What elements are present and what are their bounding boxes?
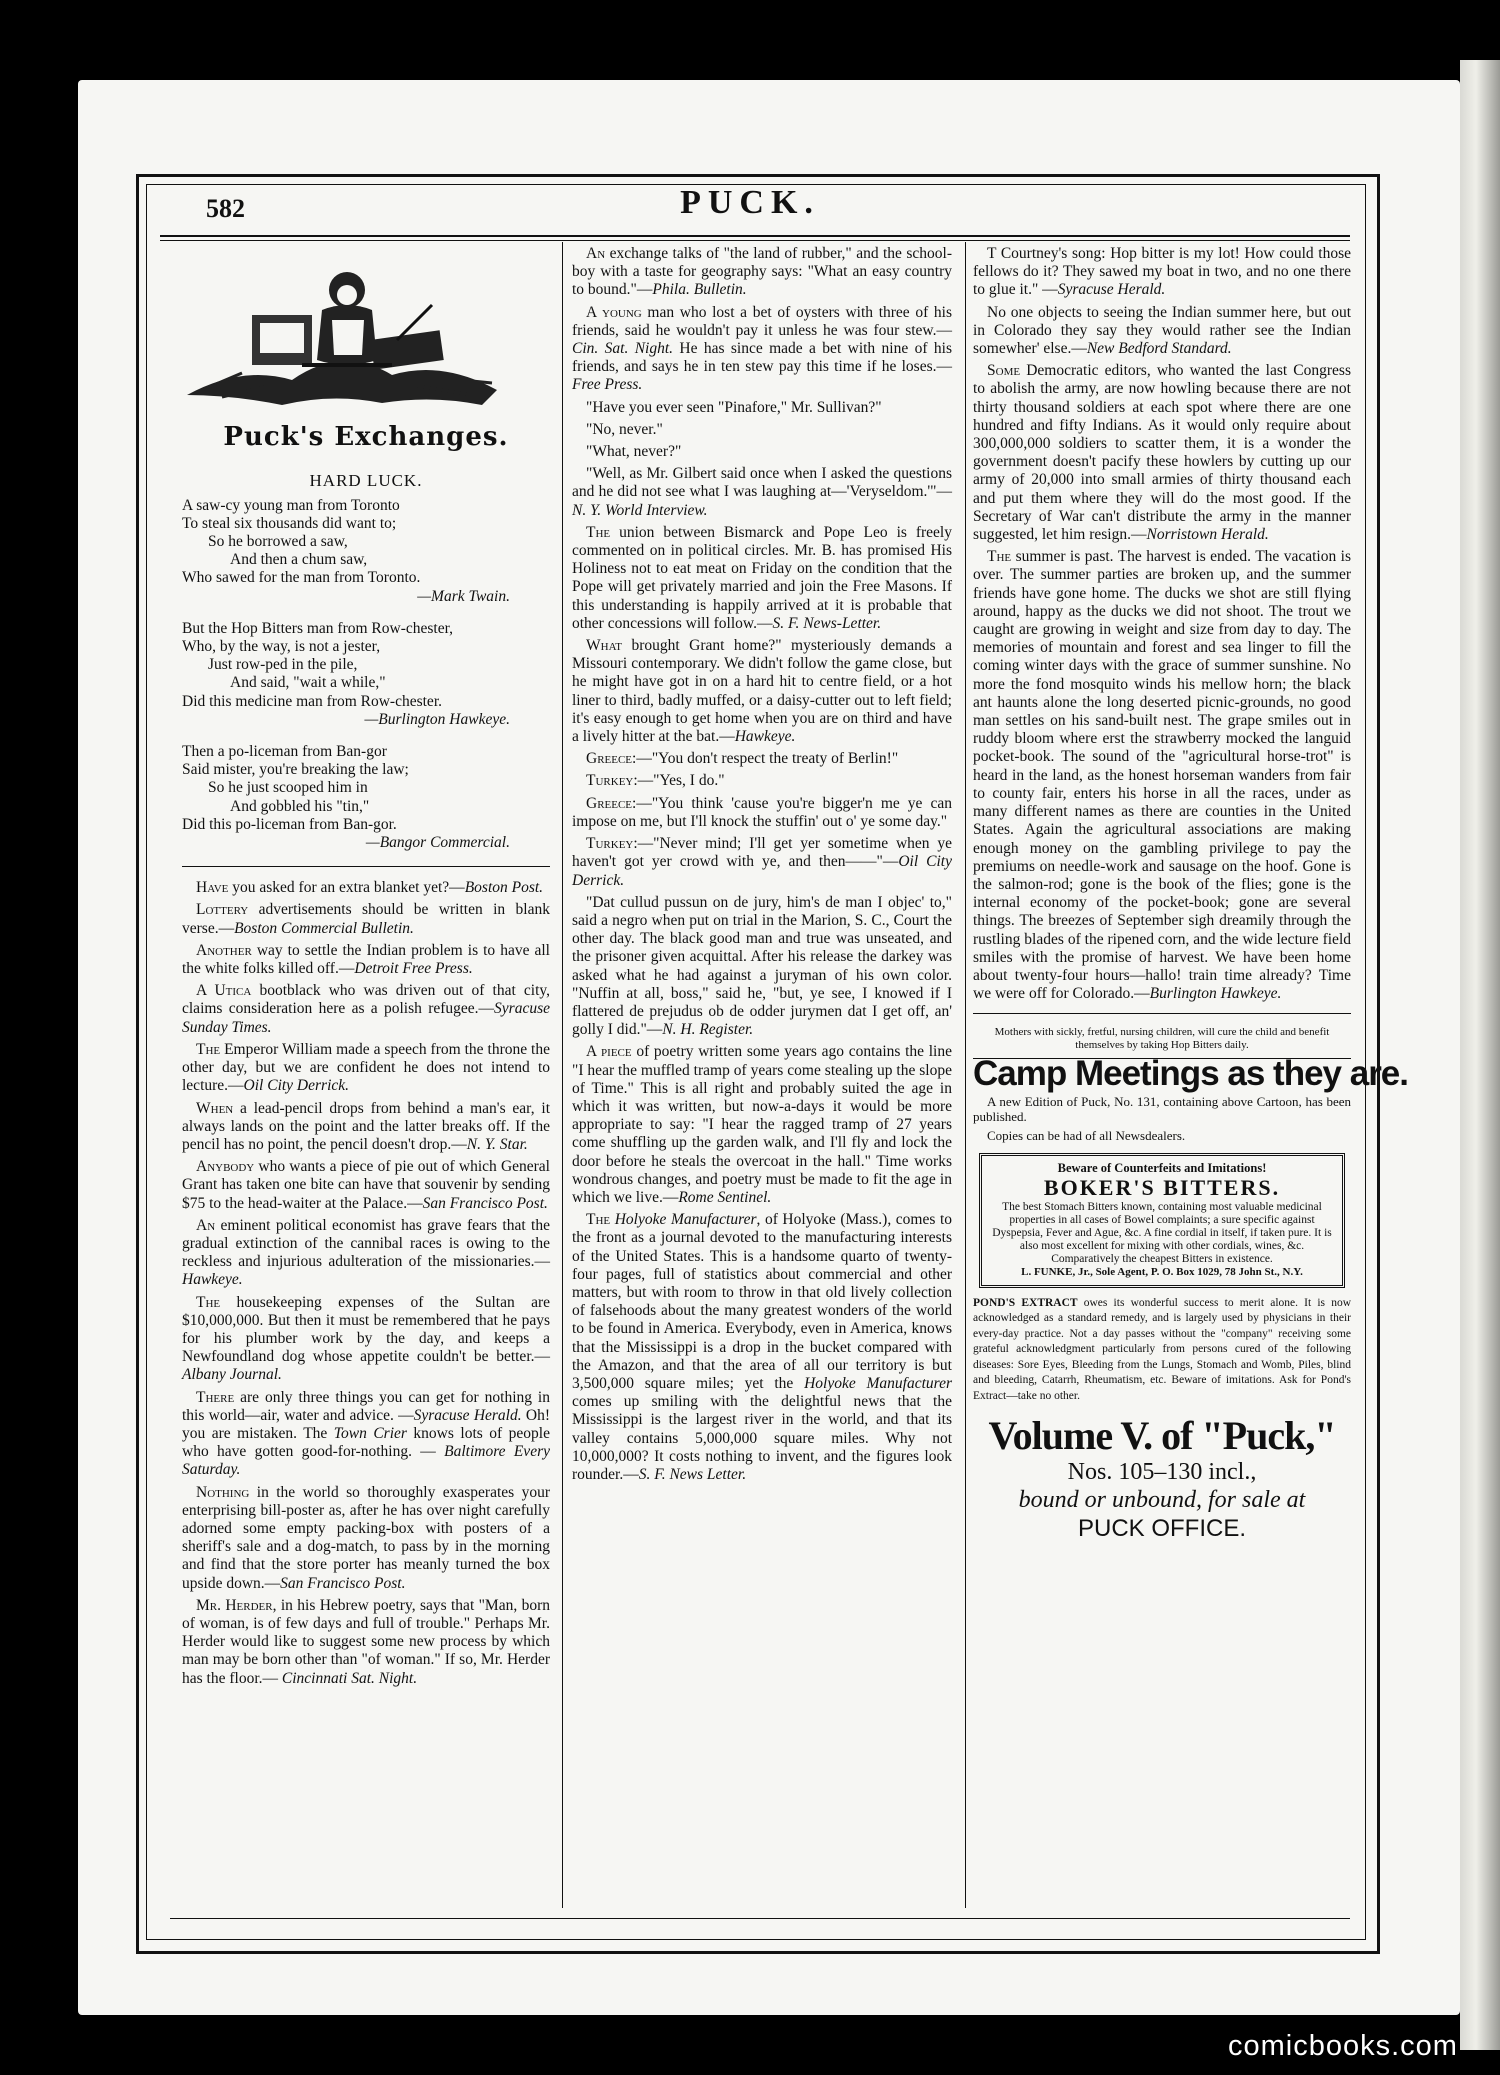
poem-attribution: —Burlington Hawkeye. bbox=[364, 710, 510, 728]
article-paragraph bbox=[182, 942, 550, 978]
article-source: Albany Journal. bbox=[182, 1366, 282, 1384]
poem-line: Did this medicine man from Row-chester. bbox=[182, 692, 442, 710]
article-text: eminent political economist has grave fears that the gradual extinction of the cannibal races is owing to the reckless and injurious adulteration of the missionaries.— bbox=[182, 1216, 550, 1271]
article-text: :—"You think 'cause you're bigger'n me ye can impose on me, but I'll knock the stuffin' out o' ye some day." bbox=[572, 794, 952, 830]
article-source: Holyoke Manufacturer bbox=[614, 1211, 757, 1229]
article-text: :—"Never mind; I'll get yer sometime when ye haven't got yer crowd with ye, and then——"— bbox=[572, 835, 952, 871]
header-rule bbox=[160, 235, 1350, 241]
article-source: Oil City Derrick. bbox=[243, 1077, 350, 1095]
camp-meetings-text: A new Edition of Puck, No. 131, containing above Cartoon, has been published. bbox=[973, 1093, 1351, 1124]
article-text: in the world so thoroughly exasperates your enterprising bill-poster as, after he has over night carefully adorned some empty packing-box with posters of a sheriff's sale and a dog-match, to pass by in the morning and find that the store porter has meanly turned the box upside down.— bbox=[182, 1483, 550, 1592]
poem-line: To steal six thousands did want to; bbox=[182, 514, 397, 532]
article-text: Democratic editors, who wanted the last Congress to abolish the army, are now howling because there are not thirty thousand soldiers at each spot where there are one hundred and fifty Indians. As it would only require about 300,000,000 soldiers to scatter them, it is a wonder the government doesn't pacify these howlers by cutting up our army of 20,000 into small armies of thirty thousand each and put them where they will do the most good. If the Secretary of War can't distribute the army in the manner suggested, let him resign.— bbox=[973, 362, 1351, 544]
article-source: San Francisco Post. bbox=[280, 1574, 406, 1592]
article-text: :—"Yes, I do." bbox=[633, 772, 725, 790]
article-source: Syracuse Sunday Times. bbox=[182, 1000, 550, 1036]
article-text: union between Bismarck and Pope Leo is freely commented on in political circles. Mr. B. has promised His Holiness not to eat meat on Friday on the condition that the Pope will get privately married and join the Free Masons. If this understanding is happily arrived at it is probable that other concessions will follow.— bbox=[572, 523, 952, 632]
article-source: N. H. Register. bbox=[662, 1021, 754, 1039]
separator bbox=[973, 1013, 1351, 1014]
article-source: N. Y. World Interview. bbox=[572, 501, 708, 519]
ad-warning: Beware of Counterfeits and Imitations! bbox=[1057, 1160, 1267, 1175]
article-paragraph bbox=[182, 879, 550, 897]
article-text: Emperor William made a speech from the throne the other day, but we are confident he does not intend to lecture.— bbox=[182, 1040, 550, 1095]
page-number: 582 bbox=[206, 194, 245, 223]
ad-brand-name: BOKER'S BITTERS. bbox=[1043, 1174, 1281, 1200]
article-source: Holyoke Manufacturer bbox=[804, 1374, 952, 1392]
puck-writing-illustration-icon bbox=[182, 245, 502, 415]
watermark: comicbooks.com bbox=[1228, 2030, 1458, 2062]
poem-line: But the Hop Bitters man from Row-chester, bbox=[182, 619, 454, 637]
article-text: advertisements should be written in blank verse.— bbox=[182, 901, 550, 937]
article-text: T Courtney's song: Hop bitter is my lot! How could those fellows do it? They sawed my boat in two, and no one there to glue it." — bbox=[973, 245, 1351, 299]
article-text: housekeeping expenses of the Sultan are $10,000,000. But then it must be remembered that he pays for his plumber work by the day, and keeps a Newfoundland dog whose appetite couldn't be better.— bbox=[182, 1293, 550, 1366]
article-lead: A young bbox=[586, 303, 642, 321]
article-source: Cin. Sat. Night. bbox=[572, 340, 674, 358]
article-text: , of Holyoke (Mass.), comes to the front as a journal devoted to the manufacturing interests of the United States. This is a handsome quarto of twenty-four pages, full of statistics about commercial and other matters, but with room to throw in that old lively collection of falsehoods about the many greatest wonders of the world to be found in America. Everybody, even in America, knows that the Mississippi is a drop in the bucket compared with the Amazon, and that the area of all our territory is but 3,500,000 square miles; yet the bbox=[572, 1211, 953, 1392]
article-lead: An bbox=[196, 1216, 216, 1234]
poem-line: A saw-cy young man from Toronto bbox=[182, 496, 400, 514]
article-lead: When bbox=[196, 1099, 234, 1117]
article-lead: Nothing bbox=[196, 1483, 250, 1501]
article-lead: An bbox=[586, 245, 606, 262]
column-divider-1 bbox=[562, 242, 563, 1908]
poem-line: Then a po-liceman from Ban-gor bbox=[182, 743, 387, 761]
article-text: exchange talks of "the land of rubber," and the school-boy with a taste for geography says: "What an easy country to bound."— bbox=[572, 245, 952, 299]
volume-ad-office: PUCK OFFICE. bbox=[1077, 1515, 1246, 1543]
article-text: are only three things you can get for nothing in this world—air, water and advice. — bbox=[182, 1388, 550, 1424]
camp-meetings-title: Camp Meetings as they are. bbox=[973, 1054, 1408, 1094]
article-paragraph bbox=[572, 524, 952, 633]
article-text: you asked for an extra blanket yet?— bbox=[228, 879, 465, 897]
article-text: :—"You don't respect the treaty of Berlin!" bbox=[632, 750, 899, 768]
poem-line: Just row-ped in the pile, bbox=[208, 656, 358, 674]
article-paragraph bbox=[973, 548, 1351, 1003]
article-text: brought Grant home?" mysteriously demands a Missouri contemporary. We didn't follow the game close, but he might have got in on a hard hit to centre field, or a hot liner to third, badly muffed, or a daisy-cutter out to left field; it's easy enough to get home when you are on third and have a lively hitter at the bat.— bbox=[572, 637, 952, 746]
article-paragraph bbox=[182, 982, 550, 1037]
article-source: San Francisco Post. bbox=[422, 1194, 548, 1212]
article-text: He has since made a bet with nine of his friends, and says he in ten stew pay this time if he loses.— bbox=[572, 340, 952, 376]
bottom-rule bbox=[170, 1918, 1350, 1919]
poem-line: And said, "wait a while," bbox=[230, 674, 386, 692]
article-paragraph bbox=[182, 1294, 550, 1385]
section-heading: Puck's Exchanges. bbox=[223, 422, 509, 453]
article-paragraph bbox=[572, 421, 952, 439]
poem-line: Who, by the way, is not a jester, bbox=[182, 638, 381, 656]
article-text: man who lost a bet of oysters with three of his friends, said he wouldn't pay it unless he was four stew.— bbox=[572, 303, 953, 339]
column-divider-2 bbox=[965, 242, 966, 1908]
poem-line: And then a chum saw, bbox=[230, 551, 368, 569]
article-text: who wants a piece of pie out of which General Grant has taken one bite can have that souvenir by sending $75 to the head-waiter at the Palace.— bbox=[182, 1158, 550, 1212]
article-paragraph bbox=[572, 399, 952, 417]
poem-line: Did this po-liceman from Ban-gor. bbox=[182, 815, 397, 833]
article-text: of poetry written some years ago contains the line "I hear the muffled tramp of years come stealing up the slope of Time." This is all right and probably suited the age in which it was written, but now-a-days it would be more appropriate to say: "I hear the ragged tramp of 27 years come shuffling up the garden walk, and I'll fly and lock the door before he steals the overcoat in the hall." Time works wondrous changes, and poetry must be made to fit the age in which we live.— bbox=[572, 1043, 952, 1206]
poem-stanza bbox=[182, 620, 550, 729]
article-text: , in his Hebrew poetry, says that "Man, born of woman, is of few days and full of trouble." Perhaps Mr. Herder would like to suggest some new process by which man may be born other than "of woman." If so, Mr. Herder has the floor.— bbox=[182, 1596, 550, 1687]
article-text: No one objects to seeing the Indian summer here, but out in Colorado they say they would rather see the Indian somewher' else.— bbox=[973, 303, 1351, 358]
bokers-bitters-ad bbox=[979, 1153, 1345, 1288]
article-paragraph bbox=[182, 1158, 550, 1213]
article-lead: The bbox=[586, 523, 611, 541]
article-source: Boston Post. bbox=[464, 879, 544, 897]
article-lead: Have bbox=[196, 879, 229, 897]
article-lead: The bbox=[586, 1211, 611, 1229]
article-text: "Dat cullud pussun on de jury, him's de man I objec' to," said a negro when put on trial in the Marion, S. C., Court the other day. The black good man and true was unseated, and the prisoner given acquittal. After his release the darkey was asked what he had against a juryman of his own color. "Nuffin at all, boss," said he, "but, ye see, I knowed if I flattered de prejudus ob de odder jurymen dat I get off, an' golly I did."— bbox=[572, 893, 952, 1039]
article-paragraph bbox=[182, 1597, 550, 1688]
article-text: "Have you ever seen "Pinafore," Mr. Sullivan?" bbox=[586, 398, 882, 416]
article-text: way to settle the Indian problem is to have all the white folks killed off.— bbox=[182, 941, 550, 978]
article-source: S. F. News Letter. bbox=[638, 1466, 747, 1483]
article-lead: Greece bbox=[586, 750, 633, 768]
article-text: Oh! you are mistaken. The bbox=[182, 1406, 550, 1442]
article-source: Syracuse Herald. bbox=[1057, 281, 1166, 299]
article-lead: A piece bbox=[586, 1043, 632, 1061]
article-paragraph bbox=[572, 443, 952, 461]
article-source: Detroit Free Press. bbox=[354, 960, 473, 978]
hop-bitters-ad: Mothers with sickly, fretful, nursing children, will cure the child and benefit themselves by taking Hop Bitters daily. bbox=[994, 1026, 1330, 1052]
article-text: "No, never." bbox=[586, 420, 663, 438]
camp-meetings-copies: Copies can be had of all Newsdealers. bbox=[987, 1127, 1186, 1143]
article-lead: Turkey bbox=[586, 772, 634, 790]
column-1 bbox=[182, 245, 550, 1692]
article-lead: The bbox=[987, 548, 1012, 566]
article-lead: Lottery bbox=[196, 901, 249, 919]
poem-line: So he just scooped him in bbox=[208, 779, 368, 797]
volume-ad-numbers: Nos. 105–130 incl., bbox=[1067, 1459, 1257, 1486]
article-source: Town Crier bbox=[333, 1424, 407, 1442]
article-paragraph bbox=[973, 245, 1351, 300]
volume-ad-title: Volume V. of "Puck," bbox=[988, 1413, 1336, 1459]
article-source: Syracuse Herald. bbox=[413, 1406, 522, 1424]
poem-stanza bbox=[182, 743, 550, 852]
ad-body: The best Stomach Bitters known, containing most valuable medicinal properties in all cases of Bowel complaints; a sure specific against Dyspepsia, Fever and Ague, &c. A fine cordial in itself, if taken pure. It is also most excellent for mixing with other cordials, wines, &c. Comparatively the cheapest Bitters in existence. bbox=[992, 1200, 1332, 1265]
article-paragraph bbox=[572, 835, 952, 890]
book-spine bbox=[1460, 60, 1500, 2050]
article-paragraph bbox=[572, 1211, 952, 1484]
article-lead: Turkey bbox=[586, 835, 634, 853]
article-paragraph bbox=[572, 795, 952, 831]
article-paragraph bbox=[572, 750, 952, 768]
article-paragraph bbox=[182, 1217, 550, 1290]
article-source: N. Y. Star. bbox=[466, 1135, 528, 1153]
article-paragraph bbox=[182, 1041, 550, 1096]
article-paragraph bbox=[572, 245, 952, 300]
volume-ad bbox=[973, 1414, 1351, 1544]
poem-attribution: —Mark Twain. bbox=[417, 587, 510, 605]
column-2 bbox=[572, 245, 952, 1488]
article-source: Boston Commercial Bulletin. bbox=[234, 919, 414, 937]
article-paragraph bbox=[182, 1484, 550, 1593]
article-source: Baltimore Every Saturday. bbox=[182, 1443, 550, 1479]
article-text: "Well, as Mr. Gilbert said once when I asked the questions and he did not see what I was laughing at—'Veryseldom.'"— bbox=[572, 465, 952, 501]
article-paragraph bbox=[973, 362, 1351, 544]
article-lead: Anybody bbox=[196, 1158, 255, 1176]
article-source: Hawkeye. bbox=[182, 1271, 243, 1289]
article-source: Rome Sentinel. bbox=[678, 1188, 772, 1206]
article-lead: There bbox=[196, 1388, 235, 1406]
masthead-title: PUCK. bbox=[680, 184, 820, 221]
article-lead: Mr. Herder bbox=[196, 1596, 273, 1614]
article-source: Cincinnati Sat. Night. bbox=[281, 1669, 418, 1687]
article-paragraph bbox=[572, 465, 952, 520]
column-3 bbox=[973, 245, 1408, 1544]
article-lead: Another bbox=[196, 941, 252, 959]
article-lead: The bbox=[196, 1293, 221, 1311]
poem-title: HARD LUCK. bbox=[309, 471, 423, 491]
article-lead: What bbox=[586, 637, 623, 655]
article-text: a lead-pencil drops from behind a man's ear, it always lands on the point and the latter breaks off. If the pencil has no point, the pencil doesn't drop.— bbox=[182, 1099, 550, 1153]
article-text: bootblack who was driven out of that city, claims consideration here as a polish refugee.— bbox=[182, 982, 551, 1018]
poem-stanza bbox=[182, 497, 550, 606]
article-paragraph bbox=[572, 894, 952, 1040]
article-source: Oil City Derrick. bbox=[572, 853, 952, 889]
article-paragraph bbox=[572, 1043, 952, 1207]
article-text: "What, never?" bbox=[586, 443, 682, 461]
ponds-extract-lead: POND'S EXTRACT bbox=[973, 1296, 1078, 1309]
article-paragraph bbox=[973, 304, 1351, 359]
article-source: Phila. Bulletin. bbox=[652, 281, 747, 299]
article-paragraph bbox=[572, 304, 952, 395]
article-paragraph bbox=[182, 1389, 550, 1480]
article-paragraph bbox=[182, 901, 550, 937]
ponds-extract-ad bbox=[973, 1296, 1351, 1405]
article-lead: The bbox=[196, 1040, 221, 1058]
article-paragraph bbox=[572, 637, 952, 746]
article-text: comes up smiling with the delightful news that the Mississippi is the largest river in the world, and that its valley contains 5,000,000 square miles. Why not 10,000,000? It costs nothing to invent, and the figures look rounder.— bbox=[572, 1393, 952, 1483]
article-lead: A Utica bbox=[196, 982, 252, 1000]
volume-ad-sale: bound or unbound, for sale at bbox=[1018, 1487, 1306, 1514]
poem-attribution: —Bangor Commercial. bbox=[365, 834, 510, 852]
article-paragraph bbox=[572, 772, 952, 790]
article-text: knows lots of people who have gotten good-for-nothing. — bbox=[182, 1424, 550, 1461]
article-text: summer is past. The harvest is ended. The vacation is over. The summer parties are broken up, and the summer friends have gone home. The ducks we shot are still flying around, happy as the ducks we did not shoot. The trout we caught are growing in weight and size from day to day. The memories of mountain and forest and sea linger to fill the coming winter days with the grace of summer sunshine. No more the fond mosquito winds his mellow horn; the black ant haunts alone the long deserted picnic-grounds, no good man settles on his sand-built nest. The grape smiles out in ruddy bloom where erst the strawberry mocked the languid pocket-book. The sound of the "agricultural horse-trot" is heard in the land, as the honest horseman wanders from fair to county fair, enters his horse in all the races, under as many different names as there are counties in the United States. Again the agricultural associations are making enough money on the gambling privilege to pay the premiums on needle-work and sausage on the hoof. Gone is the salmon-rod; gone is the book of the flies; gone is the internal economy of the pocket-book; gone are several things. The breezes of September sigh dreamily through the rustling blades of the ripened corn, and the wide lecture field smiles with the promise of harvest. We have been home about twenty-four hours—hallo! train time already? Time we were off for Colorado.— bbox=[973, 548, 1351, 1003]
ponds-extract-text: owes its wonderful success to merit alone. It is now acknowledged as a standard remedy, and is largely used by physicians in their every-day practice. Not a day passes without the "company" receiving some grateful acknowledgment particularly from persons cured of the following diseases: Sore Eyes, Bleeding from the Lungs, Stomach and Womb, Piles, blind and bleeding, Catarrh, Rheumatism, etc. Beware of imitations. Ask for Pond's Extract—take no other. bbox=[973, 1296, 1351, 1402]
separator bbox=[182, 866, 550, 867]
ad-agent: L. FUNKE, Jr., Sole Agent, P. O. Box 1029, 78 John St., N.Y. bbox=[1021, 1265, 1303, 1278]
article-source: Norristown Herald. bbox=[1146, 526, 1269, 544]
poem-line: And gobbled his "tin," bbox=[230, 797, 370, 815]
article-source: Hawkeye. bbox=[734, 728, 796, 746]
article-source: S. F. News-Letter. bbox=[772, 614, 882, 632]
article-source: Burlington Hawkeye. bbox=[1149, 985, 1282, 1003]
article-paragraph bbox=[182, 1100, 550, 1155]
article-lead: Greece bbox=[586, 794, 633, 812]
article-lead: Some bbox=[987, 362, 1021, 380]
poem-line: So he borrowed a saw, bbox=[208, 533, 348, 551]
poem-line: Who sawed for the man from Toronto. bbox=[182, 569, 421, 587]
article-source: Free Press. bbox=[572, 376, 643, 394]
article-source: New Bedford Standard. bbox=[1086, 340, 1232, 358]
poem-line: Said mister, you're breaking the law; bbox=[182, 761, 409, 779]
